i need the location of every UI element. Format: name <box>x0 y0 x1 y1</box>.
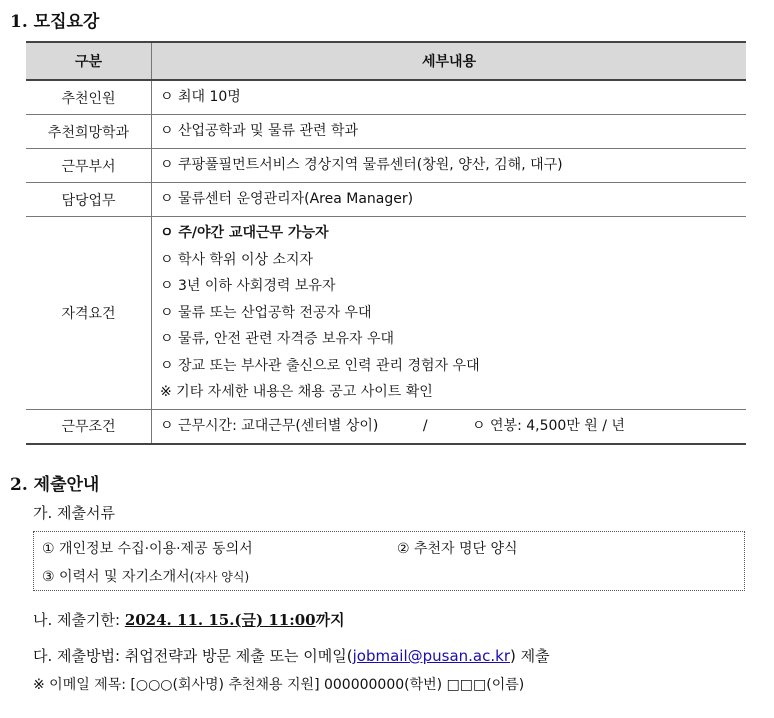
method-line <box>33 645 550 666</box>
qualification-item: ㅇ 학사 학위 이상 소지자 <box>160 251 314 268</box>
header-details: 세부내용 <box>152 42 747 80</box>
table-row <box>26 115 746 149</box>
deadline-line <box>33 609 345 630</box>
docs-box <box>33 531 745 591</box>
row-detail: ㅇ 근무시간: 교대근무(센터별 상이) / ㅇ 연봉: 4,500만 원 / 년 <box>160 417 625 434</box>
doc-item-wrap <box>42 566 249 586</box>
row-category: 근무부서 <box>26 149 152 183</box>
qualification-item: ㅇ 주/야간 교대근무 가능자 <box>160 225 329 241</box>
qualification-note: ※ 기타 자세한 내용은 채용 공고 사이트 확인 <box>160 384 433 400</box>
row-detail: ㅇ 산업공학과 및 물류 관련 학과 <box>160 123 359 140</box>
doc-item: ② 추천자 명단 양식 <box>397 541 518 557</box>
qualification-item: ㅇ 3년 이하 사회경력 보유자 <box>160 278 336 294</box>
deadline-label: 나. 제출기한: <box>33 611 125 629</box>
row-detail: ㅇ 물류센터 운영관리자(Area Manager) <box>160 191 414 208</box>
recruitment-table <box>26 41 746 445</box>
row-detail: ㅇ 쿠팡풀필먼트서비스 경상지역 물류센터(창원, 양산, 김해, 대구) <box>160 157 563 174</box>
email-link[interactable]: jobmail@pusan.ac.kr <box>352 647 510 665</box>
row-category: 추천희망학과 <box>26 115 152 149</box>
table-header-row <box>26 42 746 80</box>
header-category: 구분 <box>26 42 152 80</box>
table-row <box>26 183 746 217</box>
qualification-item: ㅇ 장교 또는 부사관 출신으로 인력 관리 경험자 우대 <box>160 357 480 374</box>
section-1-title: 1. 모집요강 <box>10 12 100 32</box>
deadline-suffix: 까지 <box>315 611 345 629</box>
row-category: 담당업무 <box>26 183 152 217</box>
row-detail: ㅇ 최대 10명 <box>160 89 241 106</box>
qualification-item: ㅇ 물류, 안전 관련 자격증 보유자 우대 <box>160 331 395 347</box>
doc-item: ① 개인정보 수집·이용·제공 동의서 <box>42 541 253 557</box>
table-row <box>26 409 746 444</box>
deadline-value: 2024. 11. 15.(금) 11:00 <box>124 611 316 629</box>
row-category: 추천인원 <box>26 80 152 115</box>
row-category: 자격요건 <box>26 217 152 410</box>
qualification-item: ㅇ 물류 또는 산업공학 전공자 우대 <box>160 304 372 321</box>
row-category: 근무조건 <box>26 409 152 444</box>
method-prefix: 다. 제출방법: 취업전략과 방문 제출 또는 이메일( <box>33 647 353 665</box>
method-suffix: ) 제출 <box>510 647 550 665</box>
section-2-title: 2. 제출안내 <box>10 475 100 495</box>
table-row <box>26 149 746 183</box>
table-row <box>26 80 746 115</box>
email-subject-note: ※ 이메일 제목: [○○○(회사명) 추천채용 지원] 000000000(학번) □□□(이름) <box>33 677 525 693</box>
doc-item: ③ 이력서 및 자기소개서 <box>42 569 190 585</box>
docs-label: 가. 제출서류 <box>33 504 115 522</box>
table-row <box>26 217 746 410</box>
doc-item-note: (자사 양식) <box>189 570 250 584</box>
